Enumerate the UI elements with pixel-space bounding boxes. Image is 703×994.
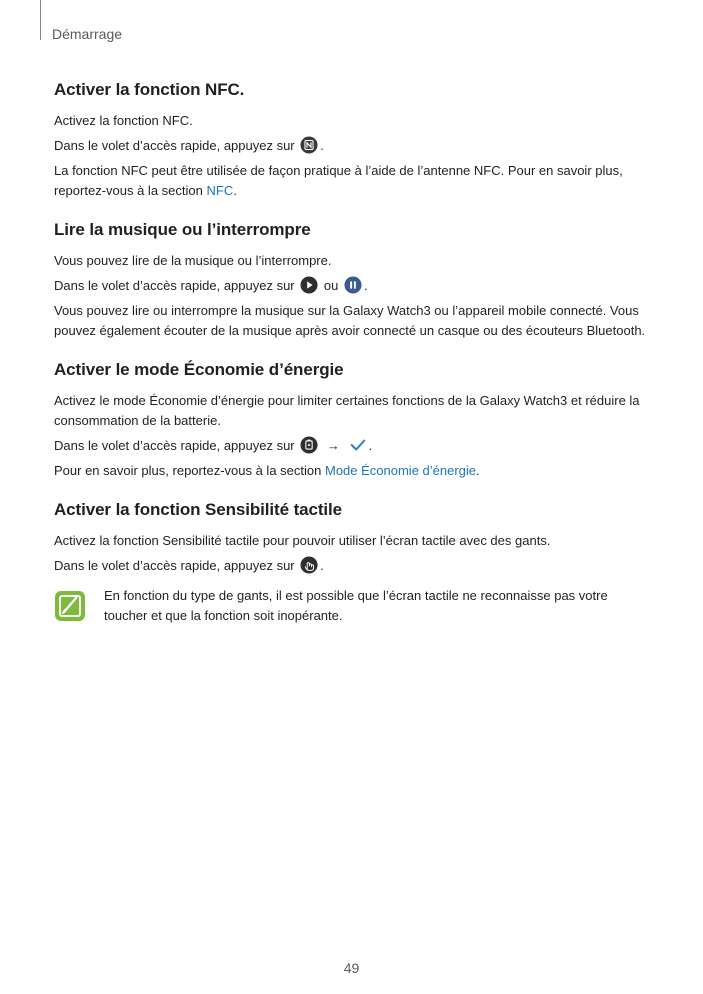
nfc-link[interactable]: NFC [206,183,234,198]
section-title: Activer le mode Économie d’énergie [54,360,344,379]
note-box [54,586,654,626]
header-divider [40,0,41,40]
paragraph: Vous pouvez lire ou interrompre la musique sur la Galaxy Watch3 ou l’appareil mobile connecté. Vous pouvez également écouter de la musique après avoir connecté un casque ou des écouteurs Bluetooth. [54,303,646,338]
paragraph: Activez la fonction NFC. [54,113,193,128]
paragraph: Activez la fonction Sensibilité tactile pour pouvoir utiliser l’écran tactile avec des gants. [54,533,551,548]
checkmark-icon [349,436,367,454]
section-title: Activer la fonction NFC. [54,80,245,99]
paragraph: Activez le mode Économie d’énergie pour limiter certaines fonctions de la Galaxy Watch3 et réduire la consommation de la batterie. [54,393,640,428]
section-touch-sensitivity [54,500,654,626]
note-text: En fonction du type de gants, il est possible que l’écran tactile ne reconnaisse pas votre toucher et que la fonction soit inopérante. [104,588,608,623]
note-icon [54,590,86,622]
paragraph: Vous pouvez lire de la musique ou l’interrompre. [54,253,332,268]
page-number: 49 [343,960,360,976]
nfc-icon [300,136,318,154]
arrow: → [326,438,340,453]
paragraph: Dans le volet d’accès rapide, appuyez sur . [54,136,654,156]
pause-icon [344,276,362,294]
page-content [54,80,654,645]
paragraph: Dans le volet d’accès rapide, appuyez sur . [54,556,654,576]
running-header: Démarrage [52,26,123,42]
power-saving-link[interactable]: Mode Économie d’énergie [324,463,477,478]
paragraph: Dans le volet d’accès rapide, appuyez sur → . [54,436,654,456]
section-power-saving [54,360,654,481]
power-saving-icon [300,436,318,454]
paragraph: La fonction NFC peut être utilisée de façon pratique à l’aide de l’antenne NFC. Pour en savoir plus, reportez-vous à la section NFC. [54,163,623,198]
section-title: Lire la musique ou l’interrompre [54,220,311,239]
paragraph: Dans le volet d’accès rapide, appuyez sur ou . [54,276,654,296]
touch-sensitivity-icon [300,556,318,574]
section-title: Activer la fonction Sensibilité tactile [54,500,343,519]
section-music [54,220,654,341]
paragraph: Pour en savoir plus, reportez-vous à la section Mode Économie d’énergie. [54,463,480,478]
play-icon [300,276,318,294]
section-nfc [54,80,654,201]
